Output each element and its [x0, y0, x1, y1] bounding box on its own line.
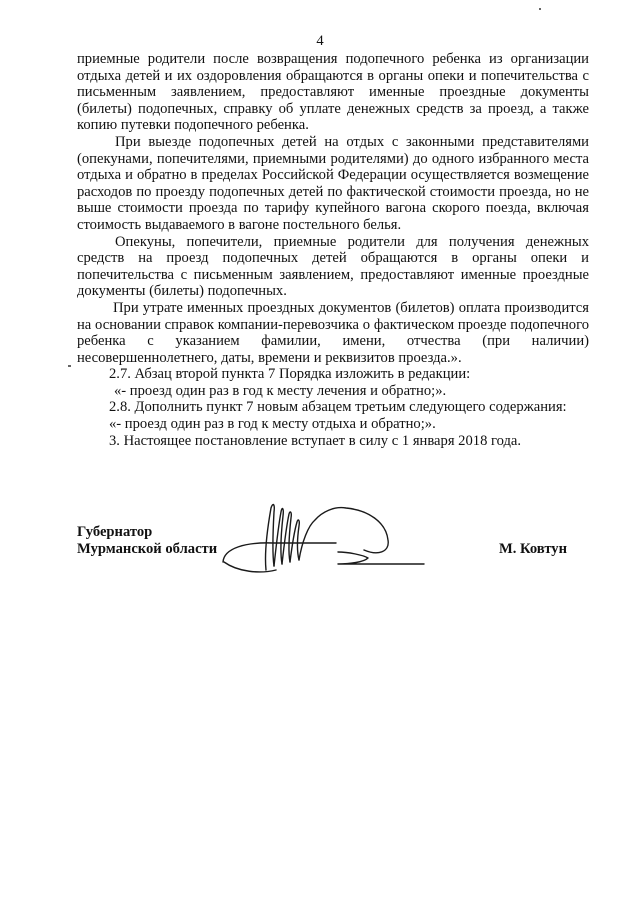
- paragraph: приемные родители после возвращения подопечного ребенка из организации отдыха детей и их оздоровления обращаются в органы опеки и попечительства с письменным заявлением, предоставляют именные проездные документы (билеты) подопечных, справку об уплате денежных средств за проезд, а также копию путевки подопечного ребенка.: [77, 51, 589, 134]
- amendment-quote: «- проезд один раз в год к месту лечения и обратно;».: [114, 382, 447, 399]
- signatory-title-line: Мурманской области: [77, 541, 218, 557]
- signatory-title-line: Губернатор: [77, 524, 153, 540]
- amendment-item: 2.7. Абзац второй пункта 7 Порядка изложить в редакции:: [109, 366, 471, 383]
- document-body: [77, 51, 589, 449]
- paragraph: При выезде подопечных детей на отдых с законными представителями (опекунами, попечителями, приемными родителями) до одного избранного места отдыха и обратно в пределах Российской Федерации осуществляется возмещение расходов по проезду подопечных детей по фактической стоимости проезда, но не выше стоимости проезда по тарифу купейного вагона скорого поезда, включая стоимость выдаваемого в вагоне постельного белья.: [77, 133, 589, 233]
- margin-mark: [68, 365, 71, 367]
- signatory-title: [77, 524, 217, 558]
- page-number: 4: [316, 33, 324, 49]
- handwritten-signature: [218, 500, 428, 580]
- signatory-name: М. Ковтун: [498, 541, 567, 557]
- margin-mark: [539, 8, 541, 10]
- paragraph: При утрате именных проездных документов (билетов) оплата производится на основании справок компании-перевозчика о фактическом проезде подопечного ребенка с указанием фамилии, имени, отчества (при наличии) несовершеннолетнего, даты, времени и реквизитов проезда.».: [77, 299, 589, 366]
- amendment-item: 2.8. Дополнить пункт 7 новым абзацем третьим следующего содержания:: [109, 399, 567, 416]
- amendment-quote: «- проезд один раз в год к месту отдыха и обратно;».: [109, 416, 436, 433]
- effective-date-clause: 3. Настоящее постановление вступает в силу с 1 января 2018 года.: [109, 432, 522, 449]
- paragraph: Опекуны, попечители, приемные родители для получения денежных средств на проезд подопечных детей обращаются в органы опеки и попечительства с письменным заявлением, предоставляют именные проездные документы (билеты) подопечных.: [77, 233, 589, 300]
